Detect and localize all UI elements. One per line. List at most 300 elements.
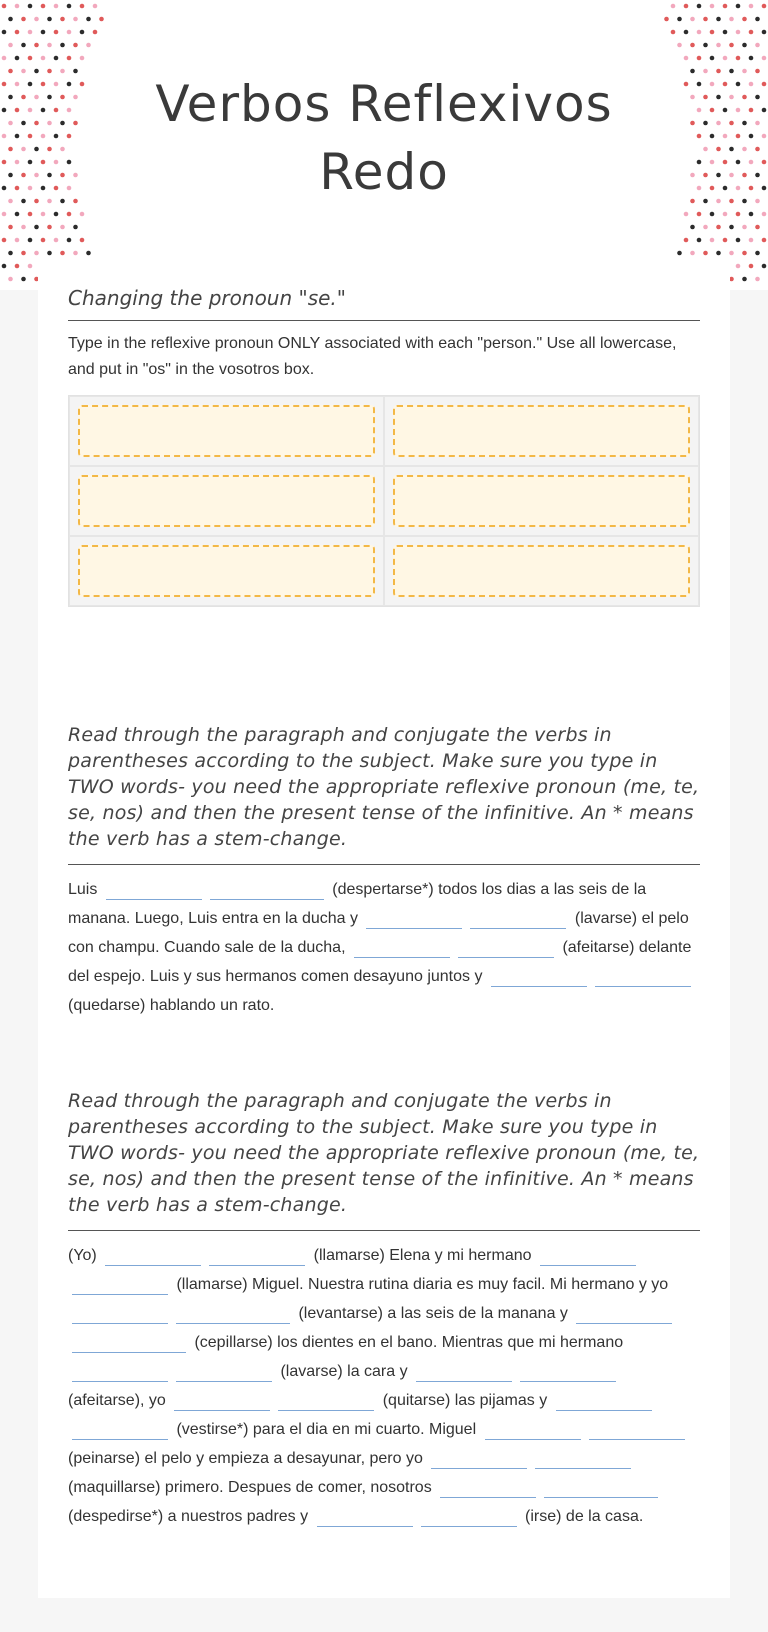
- polka-dot: [8, 69, 13, 74]
- polka-dot: [690, 251, 695, 256]
- polka-dot: [2, 56, 7, 61]
- polka-dot: [21, 173, 26, 178]
- polka-dot: [690, 17, 695, 22]
- polka-dot: [742, 95, 747, 100]
- polka-dot: [34, 121, 39, 126]
- polka-dot: [723, 56, 728, 61]
- polka-dot: [8, 147, 13, 152]
- answer-blank[interactable]: [431, 1450, 527, 1469]
- polka-dot: [755, 95, 760, 100]
- polka-dot: [80, 82, 85, 87]
- answer-blank[interactable]: [595, 968, 691, 987]
- polka-dot: [716, 43, 721, 48]
- polka-dot: [60, 251, 65, 256]
- answer-blank[interactable]: [354, 939, 450, 958]
- polka-dot: [749, 264, 754, 269]
- answer-blank[interactable]: [440, 1479, 536, 1498]
- polka-dot: [703, 95, 708, 100]
- polka-dot: [755, 17, 760, 22]
- polka-dot: [54, 82, 59, 87]
- polka-dot: [8, 251, 13, 256]
- polka-dot: [15, 82, 20, 87]
- polka-dot: [47, 17, 52, 22]
- polka-dot: [80, 212, 85, 217]
- answer-blank[interactable]: [72, 1276, 168, 1295]
- polka-dot: [2, 82, 7, 87]
- paragraph-text: (afeitarse) delante del espejo. Luis y sus hermanos comen desayuno juntos y: [68, 939, 692, 985]
- table-cell: [384, 466, 699, 536]
- polka-dot: [684, 82, 689, 87]
- polka-dot: [73, 17, 78, 22]
- answer-blank[interactable]: [210, 881, 324, 900]
- polka-dot: [54, 238, 59, 243]
- polka-dot: [15, 134, 20, 139]
- polka-dot: [28, 212, 33, 217]
- polka-dot: [60, 43, 65, 48]
- polka-dot: [690, 43, 695, 48]
- polka-dot: [47, 173, 52, 178]
- polka-dot: [742, 225, 747, 230]
- polka-dot: [8, 277, 13, 282]
- polka-dot: [684, 238, 689, 243]
- polka-dot: [2, 264, 7, 269]
- answer-blank[interactable]: [105, 1247, 201, 1266]
- polka-dot: [28, 186, 33, 191]
- polka-dot: [2, 30, 7, 35]
- polka-dot: [54, 212, 59, 217]
- polka-dot: [697, 160, 702, 165]
- polka-dot: [34, 225, 39, 230]
- polka-dot-decoration-right: [648, 0, 768, 290]
- paragraph-text: (peinarse) el pelo y empieza a desayunar, pero yo: [68, 1450, 423, 1467]
- polka-dot: [762, 56, 767, 61]
- polka-dot: [697, 56, 702, 61]
- polka-dot: [67, 4, 72, 9]
- polka-dot: [729, 173, 734, 178]
- polka-dot: [67, 134, 72, 139]
- polka-dot: [729, 95, 734, 100]
- polka-dot: [67, 108, 72, 113]
- polka-dot: [736, 4, 741, 9]
- polka-dot: [73, 173, 78, 178]
- polka-dot: [736, 212, 741, 217]
- polka-dot: [736, 82, 741, 87]
- polka-dot: [697, 212, 702, 217]
- polka-dot: [47, 225, 52, 230]
- section-paragraph-elena: [68, 1088, 700, 1531]
- polka-dot: [67, 30, 72, 35]
- question-instructions: Read through the paragraph and conjugate the verbs in parentheses according to the subject. Make sure you type in TWO words- you need the appropriate reflexive pronoun (me, te, se, nos) and then the present tense of the infinitive. An * means the verb has a stem-change.: [68, 722, 700, 865]
- polka-dot: [703, 173, 708, 178]
- polka-dot: [729, 43, 734, 48]
- polka-dot: [80, 56, 85, 61]
- polka-dot: [716, 147, 721, 152]
- polka-dot: [716, 199, 721, 204]
- polka-dot: [67, 160, 72, 165]
- polka-dot: [723, 30, 728, 35]
- table-cell: [69, 536, 384, 606]
- polka-dot: [755, 147, 760, 152]
- polka-dot: [742, 251, 747, 256]
- table-cell: [69, 396, 384, 466]
- answer-blank[interactable]: [278, 1392, 374, 1411]
- polka-dot: [28, 238, 33, 243]
- paragraph-text: (llamarse) Elena y mi hermano: [313, 1247, 532, 1264]
- table-cell: [384, 536, 699, 606]
- table-cell: [384, 396, 699, 466]
- polka-dot: [697, 186, 702, 191]
- polka-dot: [15, 186, 20, 191]
- polka-dot: [697, 4, 702, 9]
- polka-dot: [21, 69, 26, 74]
- polka-dot: [54, 186, 59, 191]
- polka-dot: [2, 238, 7, 243]
- paragraph-text: (levantarse) a las seis de la manana y: [298, 1305, 568, 1322]
- polka-dot: [762, 108, 767, 113]
- answer-blank[interactable]: [72, 1334, 186, 1353]
- polka-dot: [736, 108, 741, 113]
- polka-dot: [41, 186, 46, 191]
- polka-dot: [729, 121, 734, 126]
- polka-dot: [729, 17, 734, 22]
- polka-dot: [742, 121, 747, 126]
- answer-blank[interactable]: [485, 1421, 581, 1440]
- polka-dot: [710, 160, 715, 165]
- polka-dot: [703, 17, 708, 22]
- answer-blank[interactable]: [458, 939, 554, 958]
- polka-dot: [749, 82, 754, 87]
- answer-blank[interactable]: [72, 1305, 168, 1324]
- paragraph-text: (quitarse) las pijamas y: [382, 1392, 548, 1409]
- paragraph-text: (despedirse*) a nuestros padres y: [68, 1508, 309, 1525]
- polka-dot: [710, 30, 715, 35]
- answer-blank[interactable]: [556, 1392, 652, 1411]
- drop-box[interactable]: [78, 475, 375, 527]
- polka-dot: [80, 238, 85, 243]
- polka-dot: [703, 199, 708, 204]
- polka-dot: [15, 108, 20, 113]
- polka-dot: [710, 186, 715, 191]
- polka-dot: [710, 56, 715, 61]
- polka-dot: [723, 160, 728, 165]
- polka-dot: [729, 69, 734, 74]
- polka-dot: [34, 17, 39, 22]
- polka-dot: [28, 82, 33, 87]
- polka-dot: [34, 173, 39, 178]
- polka-dot: [54, 30, 59, 35]
- polka-dot: [755, 121, 760, 126]
- polka-dot: [2, 160, 7, 165]
- answer-blank[interactable]: [176, 1363, 272, 1382]
- polka-dot: [47, 43, 52, 48]
- paragraph-text: (Yo): [68, 1247, 97, 1264]
- polka-dot: [28, 134, 33, 139]
- polka-dot: [86, 43, 91, 48]
- polka-dot: [28, 4, 33, 9]
- polka-dot: [21, 251, 26, 256]
- polka-dot: [762, 264, 767, 269]
- paragraph-text: (vestirse*) para el dia en mi cuarto. Miguel: [176, 1421, 477, 1438]
- polka-dot: [671, 30, 676, 35]
- drop-box[interactable]: [78, 405, 375, 457]
- polka-dot: [690, 69, 695, 74]
- polka-dot: [762, 212, 767, 217]
- polka-dot: [755, 251, 760, 256]
- polka-dot: [716, 121, 721, 126]
- polka-dot: [697, 238, 702, 243]
- polka-dot: [723, 238, 728, 243]
- answer-blank[interactable]: [317, 1508, 413, 1527]
- header-banner: [0, 0, 768, 290]
- polka-dot: [736, 186, 741, 191]
- polka-dot: [716, 225, 721, 230]
- drop-box[interactable]: [393, 475, 690, 527]
- polka-dot: [34, 147, 39, 152]
- polka-dot: [21, 95, 26, 100]
- polka-dot: [60, 199, 65, 204]
- polka-dot: [15, 56, 20, 61]
- answer-blank[interactable]: [209, 1247, 305, 1266]
- paragraph-text: (despertarse*) todos los dias a las seis de la manana. Luego, Luis entra en la ducha y: [68, 881, 647, 927]
- polka-dot: [671, 4, 676, 9]
- polka-dot: [697, 30, 702, 35]
- polka-dot: [86, 251, 91, 256]
- polka-dot: [67, 56, 72, 61]
- polka-dot: [710, 134, 715, 139]
- polka-dot: [47, 95, 52, 100]
- polka-dot: [723, 134, 728, 139]
- polka-dot: [41, 160, 46, 165]
- answer-blank[interactable]: [589, 1421, 685, 1440]
- polka-dot: [47, 251, 52, 256]
- polka-dot: [73, 225, 78, 230]
- section-paragraph-luis: [68, 722, 700, 1020]
- polka-dot: [736, 134, 741, 139]
- polka-dot: [21, 43, 26, 48]
- drop-box[interactable]: [78, 545, 375, 597]
- worksheet: [38, 262, 730, 1598]
- polka-dot: [749, 160, 754, 165]
- polka-dot: [41, 108, 46, 113]
- polka-dot: [690, 225, 695, 230]
- polka-dot: [41, 30, 46, 35]
- polka-dot: [54, 4, 59, 9]
- polka-dot: [47, 121, 52, 126]
- polka-dot: [690, 95, 695, 100]
- polka-dot: [54, 134, 59, 139]
- polka-dot: [73, 69, 78, 74]
- polka-dot: [73, 199, 78, 204]
- paragraph-text: (lavarse) el pelo con champu. Cuando sale de la ducha,: [68, 910, 689, 956]
- polka-dot: [677, 43, 682, 48]
- polka-dot: [8, 173, 13, 178]
- polka-dot: [755, 199, 760, 204]
- polka-dot: [93, 4, 98, 9]
- polka-dot: [736, 30, 741, 35]
- polka-dot: [41, 56, 46, 61]
- polka-dot: [710, 4, 715, 9]
- polka-dot: [749, 186, 754, 191]
- polka-dot: [21, 17, 26, 22]
- polka-dot: [2, 186, 7, 191]
- polka-dot: [736, 238, 741, 243]
- polka-dot: [716, 251, 721, 256]
- polka-dot: [703, 225, 708, 230]
- polka-dot: [34, 69, 39, 74]
- polka-dot: [762, 238, 767, 243]
- polka-dot: [723, 4, 728, 9]
- polka-dot: [749, 108, 754, 113]
- answer-blank[interactable]: [540, 1247, 636, 1266]
- polka-dot: [80, 4, 85, 9]
- paragraph-text: (lavarse) la cara y: [280, 1363, 408, 1380]
- polka-dot: [15, 4, 20, 9]
- drop-box[interactable]: [393, 545, 690, 597]
- answer-blank[interactable]: [470, 910, 566, 929]
- polka-dot: [690, 121, 695, 126]
- polka-dot: [28, 108, 33, 113]
- polka-dot: [28, 56, 33, 61]
- polka-dot: [34, 95, 39, 100]
- answer-blank[interactable]: [174, 1392, 270, 1411]
- polka-dot: [60, 173, 65, 178]
- polka-dot: [755, 43, 760, 48]
- polka-dot: [703, 121, 708, 126]
- polka-dot: [60, 225, 65, 230]
- polka-dot: [716, 95, 721, 100]
- polka-dot: [684, 4, 689, 9]
- polka-dot: [736, 160, 741, 165]
- paragraph-text: (cepillarse) los dientes en el bano. Mientras que mi hermano: [194, 1334, 624, 1351]
- polka-dot: [710, 212, 715, 217]
- polka-dot: [762, 134, 767, 139]
- polka-dot: [762, 30, 767, 35]
- answer-blank[interactable]: [535, 1450, 631, 1469]
- polka-dot: [54, 160, 59, 165]
- polka-dot: [15, 30, 20, 35]
- answer-blank[interactable]: [176, 1305, 290, 1324]
- polka-dot: [8, 199, 13, 204]
- polka-dot: [34, 251, 39, 256]
- polka-dot: [73, 43, 78, 48]
- polka-dot: [697, 82, 702, 87]
- polka-dot: [703, 43, 708, 48]
- polka-dot: [749, 134, 754, 139]
- polka-dot: [729, 225, 734, 230]
- answer-blank[interactable]: [421, 1508, 517, 1527]
- polka-dot: [28, 30, 33, 35]
- polka-dot: [60, 17, 65, 22]
- answer-blank[interactable]: [366, 910, 462, 929]
- page-title: Verbos Reflexivos Redo: [155, 75, 613, 201]
- fill-in-paragraph: [68, 875, 700, 1020]
- polka-dot: [60, 147, 65, 152]
- polka-dot: [684, 56, 689, 61]
- polka-dot: [41, 212, 46, 217]
- polka-dot: [697, 108, 702, 113]
- polka-dot: [762, 4, 767, 9]
- polka-dot: [99, 17, 104, 22]
- polka-dot: [677, 251, 682, 256]
- answer-blank[interactable]: [416, 1363, 512, 1382]
- polka-dot: [54, 56, 59, 61]
- polka-dot: [47, 69, 52, 74]
- polka-dot: [34, 199, 39, 204]
- answer-blank[interactable]: [72, 1363, 168, 1382]
- polka-dot: [41, 82, 46, 87]
- polka-dot: [749, 238, 754, 243]
- polka-dot: [41, 238, 46, 243]
- answer-blank[interactable]: [106, 881, 202, 900]
- polka-dot: [736, 264, 741, 269]
- polka-dot: [67, 212, 72, 217]
- polka-dot: [710, 108, 715, 113]
- polka-dot: [28, 160, 33, 165]
- polka-dot: [697, 134, 702, 139]
- polka-dot: [729, 199, 734, 204]
- fill-in-paragraph: [68, 1241, 700, 1531]
- answer-blank[interactable]: [576, 1305, 672, 1324]
- polka-dot: [15, 238, 20, 243]
- polka-dot: [34, 43, 39, 48]
- polka-dot: [749, 212, 754, 217]
- polka-dot: [73, 251, 78, 256]
- section-title: Changing the pronoun "se.": [68, 286, 700, 321]
- polka-dot: [742, 277, 747, 282]
- polka-dot: [723, 108, 728, 113]
- polka-dot: [716, 69, 721, 74]
- polka-dot: [15, 160, 20, 165]
- instructions: Type in the reflexive pronoun ONLY associated with each "person." Use all lowercase, and put in "os" in the vosotros box.: [68, 335, 677, 378]
- answer-blank[interactable]: [520, 1363, 616, 1382]
- paragraph-text: (afeitarse), yo: [68, 1392, 166, 1409]
- polka-dot: [54, 108, 59, 113]
- polka-dot: [742, 147, 747, 152]
- polka-dot: [729, 147, 734, 152]
- polka-dot: [749, 4, 754, 9]
- polka-dot: [749, 56, 754, 61]
- polka-dot: [8, 225, 13, 230]
- answer-blank[interactable]: [491, 968, 587, 987]
- question-instructions: Read through the paragraph and conjugate the verbs in parentheses according to the subject. Make sure you type in TWO words- you need the appropriate reflexive pronoun (me, te, se, nos) and then the present tense of the infinitive. An * means the verb has a stem-change.: [68, 1088, 700, 1231]
- polka-dot: [729, 251, 734, 256]
- drop-box[interactable]: [393, 405, 690, 457]
- polka-dot: [67, 186, 72, 191]
- polka-dot: [67, 82, 72, 87]
- answer-blank[interactable]: [72, 1421, 168, 1440]
- polka-dot: [755, 173, 760, 178]
- answer-blank[interactable]: [544, 1479, 658, 1498]
- polka-dot: [703, 69, 708, 74]
- polka-dot: [41, 134, 46, 139]
- polka-dot: [736, 56, 741, 61]
- polka-dot: [73, 95, 78, 100]
- polka-dot: [60, 69, 65, 74]
- polka-dot: [703, 251, 708, 256]
- polka-dot: [86, 17, 91, 22]
- polka-dot: [690, 199, 695, 204]
- polka-dot: [755, 69, 760, 74]
- polka-dot: [73, 121, 78, 126]
- paragraph-text: (llamarse) Miguel. Nuestra rutina diaria es muy facil. Mi hermano y yo: [176, 1276, 669, 1293]
- polka-dot: [2, 134, 7, 139]
- polka-dot: [15, 212, 20, 217]
- polka-dot: [677, 17, 682, 22]
- polka-dot: [749, 30, 754, 35]
- polka-dot: [8, 121, 13, 126]
- polka-dot: [723, 186, 728, 191]
- polka-dot: [21, 277, 26, 282]
